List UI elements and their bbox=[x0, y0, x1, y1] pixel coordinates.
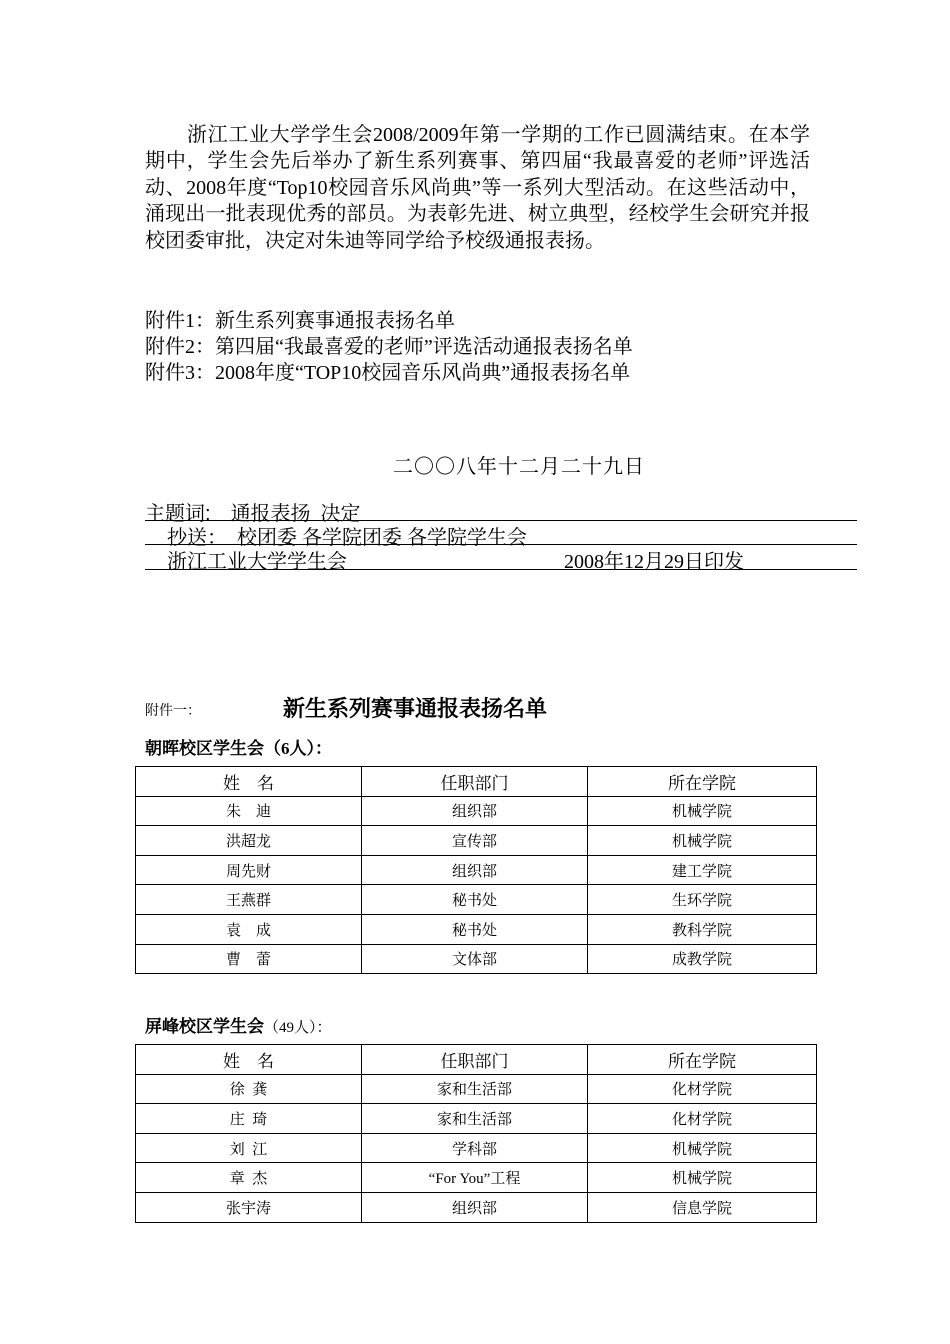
cell-college: 化材学院 bbox=[588, 1074, 817, 1104]
cell-college: 化材学院 bbox=[588, 1104, 817, 1134]
cell-name: 朱 迪 bbox=[136, 796, 362, 826]
cell-name: 王燕群 bbox=[136, 885, 362, 915]
cell-college: 机械学院 bbox=[588, 1163, 817, 1193]
cell-name: 洪超龙 bbox=[136, 826, 362, 856]
cell-name: 袁 成 bbox=[136, 914, 362, 944]
table-row bbox=[136, 826, 817, 856]
body-paragraph: 浙江工业大学学生会2008/2009年第一学期的工作已圆满结束。在本学期中，学生会先后举办了新生系列赛事、第四届“我最喜爱的老师”评选活动、2008年度“Top10校园音乐风尚典”等一系列大型活动。在这些活动中，涌现出一批表现优秀的部员。为表彰先进、树立典型，经校学生会研究并报校团委审批，决定对朱迪等同学给予校级通报表扬。 bbox=[145, 124, 810, 252]
cell-department: 组织部 bbox=[362, 1192, 588, 1222]
annex-title: 新生系列赛事通报表扬名单 bbox=[283, 696, 548, 721]
cell-college: 机械学院 bbox=[588, 826, 817, 856]
table-row bbox=[136, 944, 817, 974]
table-row bbox=[136, 1074, 817, 1104]
cell-department: 组织部 bbox=[362, 855, 588, 885]
cell-department: 组织部 bbox=[362, 796, 588, 826]
section-title-count: （49人）： bbox=[264, 1020, 332, 1036]
table-header-row bbox=[136, 767, 817, 797]
issuer-name: 浙江工业大学学生会 bbox=[167, 551, 347, 573]
cell-name: 章 杰 bbox=[136, 1163, 362, 1193]
cell-department: 宣传部 bbox=[362, 826, 588, 856]
section-title-pingfeng bbox=[145, 1012, 332, 1037]
cell-department: 秘书处 bbox=[362, 885, 588, 915]
attachment-item: 附件2：第四届“我最喜爱的老师”评选活动通报表扬名单 bbox=[145, 336, 633, 358]
document-date: 二〇〇八年十二月二十九日 bbox=[393, 456, 645, 478]
roster-table-chaohui bbox=[135, 766, 817, 974]
cell-name: 周先财 bbox=[136, 855, 362, 885]
annex-label: 附件一： bbox=[145, 704, 201, 719]
cell-name: 徐 龚 bbox=[136, 1074, 362, 1104]
section-title-chaohui: 朝晖校区学生会（6人）： bbox=[145, 739, 332, 758]
cell-name: 张宇涛 bbox=[136, 1192, 362, 1222]
table-row bbox=[136, 1133, 817, 1163]
issue-date: 2008年12月29日印发 bbox=[564, 551, 744, 573]
header-name: 姓 名 bbox=[136, 1045, 362, 1075]
header-department: 任职部门 bbox=[362, 1045, 588, 1075]
cc-line: 抄送： 校团委 各学院团委 各学院学生会 bbox=[167, 527, 527, 549]
table-row bbox=[136, 1104, 817, 1134]
attachment-item: 附件1：新生系列赛事通报表扬名单 bbox=[145, 310, 455, 332]
cell-college: 建工学院 bbox=[588, 855, 817, 885]
table-row bbox=[136, 796, 817, 826]
cell-college: 教科学院 bbox=[588, 914, 817, 944]
table-row bbox=[136, 1192, 817, 1222]
cell-name: 刘 江 bbox=[136, 1133, 362, 1163]
cell-name: 庄 琦 bbox=[136, 1104, 362, 1134]
section-title-text: 屏峰校区学生会 bbox=[145, 1017, 264, 1036]
table-row bbox=[136, 885, 817, 915]
header-college: 所在学院 bbox=[588, 1045, 817, 1075]
table-row bbox=[136, 914, 817, 944]
cell-name: 曹 蕾 bbox=[136, 944, 362, 974]
cell-college: 成教学院 bbox=[588, 944, 817, 974]
table-row bbox=[136, 1163, 817, 1193]
table-header-row bbox=[136, 1045, 817, 1075]
cell-department: 家和生活部 bbox=[362, 1104, 588, 1134]
cell-college: 机械学院 bbox=[588, 1133, 817, 1163]
cell-department: 秘书处 bbox=[362, 914, 588, 944]
cell-college: 机械学院 bbox=[588, 796, 817, 826]
keywords-value: 通报表扬 决定 bbox=[230, 503, 361, 525]
header-name: 姓 名 bbox=[136, 767, 362, 797]
cell-college: 生环学院 bbox=[588, 885, 817, 915]
divider-line bbox=[145, 569, 857, 570]
keywords-label: 主题词: bbox=[145, 503, 211, 525]
cell-department: “For You”工程 bbox=[362, 1163, 588, 1193]
table-row bbox=[136, 855, 817, 885]
header-college: 所在学院 bbox=[588, 767, 817, 797]
attachment-item: 附件3：2008年度“TOP10校园音乐风尚典”通报表扬名单 bbox=[145, 362, 631, 384]
cell-department: 文体部 bbox=[362, 944, 588, 974]
cell-department: 学科部 bbox=[362, 1133, 588, 1163]
header-department: 任职部门 bbox=[362, 767, 588, 797]
roster-table-pingfeng bbox=[135, 1044, 817, 1223]
attachment-list bbox=[145, 308, 633, 386]
cell-department: 家和生活部 bbox=[362, 1074, 588, 1104]
cell-college: 信息学院 bbox=[588, 1192, 817, 1222]
